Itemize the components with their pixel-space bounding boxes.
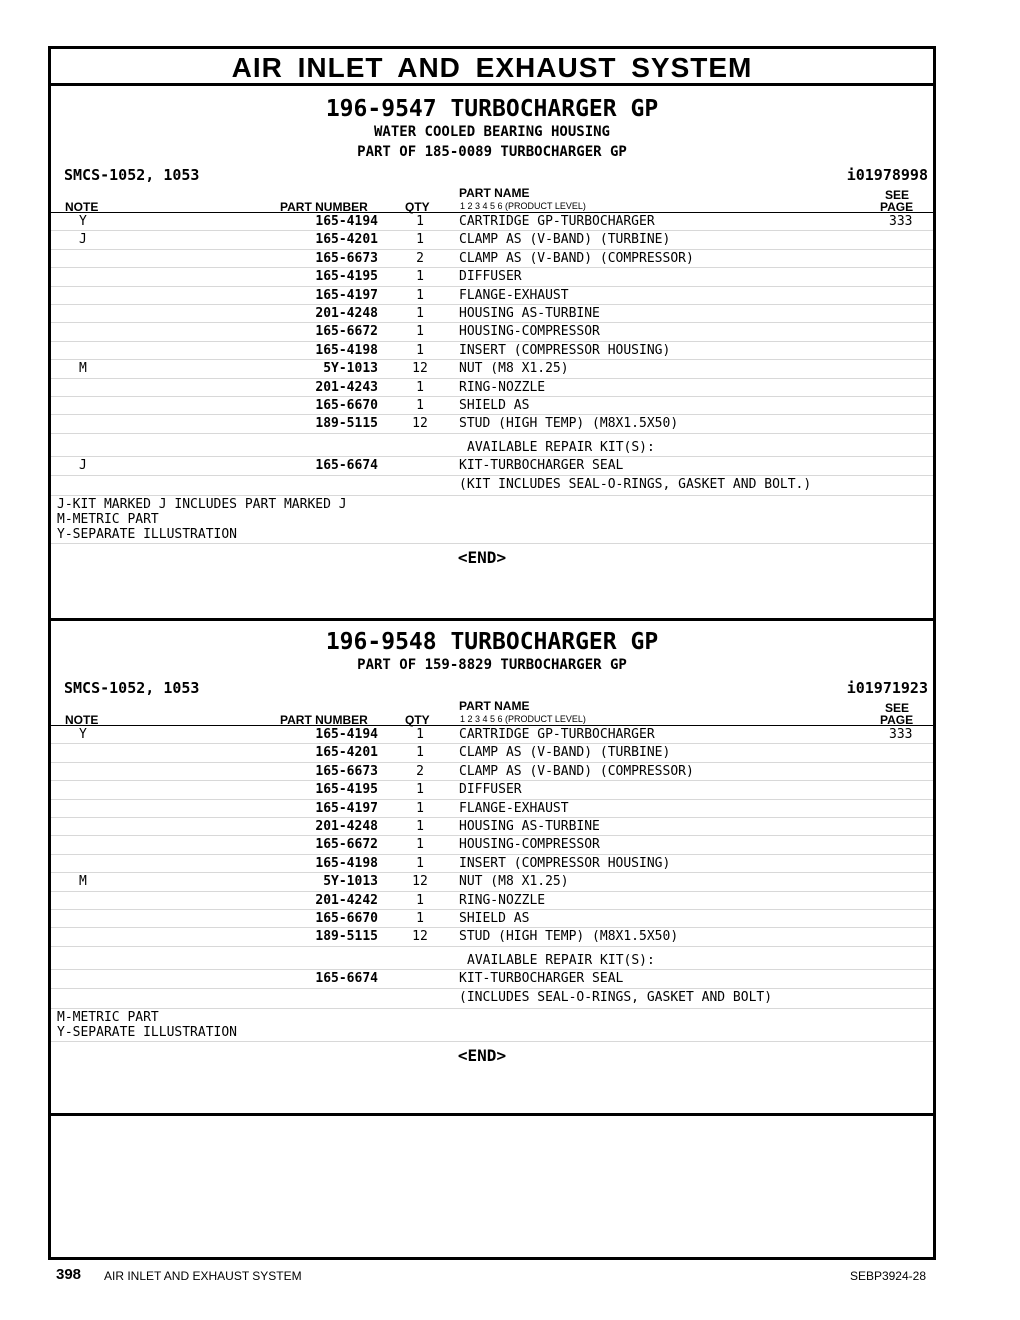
table-row: [51, 379, 933, 397]
qty-cell: 1: [416, 342, 424, 358]
qty-cell: 1: [416, 837, 424, 853]
smcs-code: SMCS-1052, 1053: [64, 166, 200, 184]
part-name-cell: DIFFUSER: [459, 269, 522, 285]
table-row: [51, 342, 933, 360]
part-number-cell: 165-6674: [315, 457, 378, 473]
notes-block: [51, 496, 933, 544]
see-page-cell: 333: [889, 214, 913, 229]
part-number-cell: 189-5115: [315, 929, 378, 945]
part-name-cell: NUT (M8 X1.25): [459, 874, 569, 890]
header-part-name: PART NAME: [459, 186, 530, 200]
header-qty: QTY: [405, 200, 430, 214]
header-part-number: PART NUMBER: [280, 713, 368, 727]
qty-cell: 1: [416, 818, 424, 834]
part-number-cell: 5Y-1013: [323, 361, 378, 377]
part-name-cell: KIT-TURBOCHARGER SEAL: [459, 970, 624, 986]
see-page-cell: 333: [889, 727, 913, 742]
table-row: [51, 476, 933, 496]
table-row: [51, 268, 933, 286]
part-name-cell: RING-NOZZLE: [459, 892, 546, 908]
qty-cell: 1: [416, 910, 424, 926]
part-name-cell: DIFFUSER: [459, 782, 522, 798]
section-196-9547: [51, 96, 933, 621]
note-cell: Y: [79, 214, 87, 229]
part-name-cell: CLAMP AS (V-BAND) (COMPRESSOR): [459, 250, 694, 266]
page-frame: [48, 46, 936, 1260]
table-row: [51, 457, 933, 477]
part-number-cell: 165-4197: [315, 287, 378, 303]
note-line: J-KIT MARKED J INCLUDES PART MARKED J: [57, 496, 347, 512]
qty-cell: 12: [412, 416, 428, 432]
table-row: [51, 836, 933, 854]
main-title: AIR INLET AND EXHAUST SYSTEM: [51, 49, 933, 86]
table-row: [51, 989, 933, 1009]
part-number-cell: 165-6674: [315, 970, 378, 986]
part-name-cell: FLANGE-EXHAUST: [459, 287, 569, 303]
qty-cell: 1: [416, 397, 424, 413]
kit-label-row: [51, 947, 933, 970]
header-see: SEE: [885, 188, 910, 202]
table-row: [51, 910, 933, 928]
table-row: [51, 726, 933, 744]
part-name-cell: INSERT (COMPRESSOR HOUSING): [459, 342, 671, 358]
part-name-cell: (KIT INCLUDES SEAL-O-RINGS, GASKET AND BOLT.): [459, 477, 812, 493]
part-number-cell: 165-4201: [315, 745, 378, 761]
qty-cell: 1: [416, 855, 424, 871]
part-number-cell: 165-6670: [315, 910, 378, 926]
header-note: NOTE: [65, 200, 99, 214]
part-number-cell: 201-4248: [315, 818, 378, 834]
footer-title: AIR INLET AND EXHAUST SYSTEM: [104, 1269, 302, 1283]
part-name-cell: CARTRIDGE GP-TURBOCHARGER: [459, 727, 655, 742]
part-number-cell: 165-6672: [315, 837, 378, 853]
part-name-cell: FLANGE-EXHAUST: [459, 800, 569, 816]
part-number-cell: 165-6672: [315, 324, 378, 340]
qty-cell: 12: [412, 929, 428, 945]
section-196-9548: [51, 629, 933, 1116]
qty-cell: 1: [416, 800, 424, 816]
part-name-cell: HOUSING-COMPRESSOR: [459, 837, 600, 853]
note-line: Y-SEPARATE ILLUSTRATION: [57, 526, 238, 542]
smcs-line: [51, 162, 933, 184]
header-product-level: 1 2 3 4 5 6 (PRODUCT LEVEL): [460, 201, 586, 211]
document-number: SEBP3924-28: [849, 1269, 926, 1283]
part-number-cell: 165-4198: [315, 342, 378, 358]
header-page: PAGE: [880, 713, 914, 727]
table-row: [51, 360, 933, 378]
note-cell: J: [79, 457, 87, 473]
part-number-cell: 201-4248: [315, 305, 378, 321]
qty-cell: 1: [416, 745, 424, 761]
note-cell: Y: [79, 727, 87, 742]
note-line: M-METRIC PART: [57, 511, 159, 527]
part-name-cell: HOUSING AS-TURBINE: [459, 818, 600, 834]
table-row: [51, 928, 933, 946]
table-row: [51, 873, 933, 891]
table-row: [51, 323, 933, 341]
header-page: PAGE: [880, 200, 914, 214]
illustration-id: i01978998: [846, 166, 928, 184]
smcs-line: [51, 675, 933, 697]
part-name-cell: SHIELD AS: [459, 910, 530, 926]
part-name-cell: (INCLUDES SEAL-O-RINGS, GASKET AND BOLT): [459, 990, 773, 1006]
table-row: [51, 231, 933, 249]
part-number-cell: 201-4242: [315, 892, 378, 908]
qty-cell: 2: [416, 763, 424, 779]
parts-list: [51, 726, 933, 947]
part-name-cell: NUT (M8 X1.25): [459, 361, 569, 377]
end-marker: [51, 1046, 933, 1065]
part-number-cell: 165-4194: [315, 214, 378, 229]
group-title: 196-9547 TURBOCHARGER GP: [325, 96, 659, 122]
part-number-cell: 165-4197: [315, 800, 378, 816]
header-part-name: PART NAME: [459, 699, 530, 713]
notes-block: [51, 1009, 933, 1042]
table-row: [51, 250, 933, 268]
qty-cell: 1: [416, 232, 424, 248]
qty-cell: 1: [416, 379, 424, 395]
part-number-cell: 165-6673: [315, 763, 378, 779]
part-name-cell: STUD (HIGH TEMP) (M8X1.5X50): [459, 929, 679, 945]
table-row: [51, 213, 933, 231]
part-number-cell: 165-4201: [315, 232, 378, 248]
part-name-cell: HOUSING-COMPRESSOR: [459, 324, 600, 340]
qty-cell: 1: [416, 324, 424, 340]
header-see: SEE: [885, 701, 910, 715]
kit-list: [51, 457, 933, 496]
part-name-cell: CARTRIDGE GP-TURBOCHARGER: [459, 214, 655, 229]
part-number-cell: 201-4243: [315, 379, 378, 395]
qty-cell: 12: [412, 361, 428, 377]
table-row: [51, 781, 933, 799]
kit-label: AVAILABLE REPAIR KIT(S):: [467, 952, 655, 968]
end-marker: [51, 548, 933, 567]
header-part-number: PART NUMBER: [280, 200, 368, 214]
qty-cell: 1: [416, 892, 424, 908]
page-footer: [56, 1266, 926, 1286]
table-row: [51, 744, 933, 762]
group-subtitle: PART OF 185-0089 TURBOCHARGER GP: [357, 144, 627, 160]
table-row: [51, 970, 933, 990]
table-header: [51, 184, 933, 213]
header-note: NOTE: [65, 713, 99, 727]
table-row: [51, 855, 933, 873]
part-name-cell: CLAMP AS (V-BAND) (TURBINE): [459, 745, 671, 761]
note-cell: M: [79, 361, 87, 377]
part-name-cell: CLAMP AS (V-BAND) (TURBINE): [459, 232, 671, 248]
table-row: [51, 892, 933, 910]
illustration-id: i01971923: [846, 679, 928, 697]
part-name-cell: HOUSING AS-TURBINE: [459, 305, 600, 321]
part-number-cell: 165-4195: [315, 269, 378, 285]
part-name-cell: RING-NOZZLE: [459, 379, 546, 395]
qty-cell: 1: [416, 287, 424, 303]
header-product-level: 1 2 3 4 5 6 (PRODUCT LEVEL): [460, 714, 586, 724]
part-name-cell: STUD (HIGH TEMP) (M8X1.5X50): [459, 416, 679, 432]
part-number-cell: 189-5115: [315, 416, 378, 432]
part-number-cell: 165-4198: [315, 855, 378, 871]
note-line: M-METRIC PART: [57, 1009, 159, 1025]
kit-list: [51, 970, 933, 1009]
group-subtitle: PART OF 159-8829 TURBOCHARGER GP: [357, 657, 627, 673]
part-name-cell: SHIELD AS: [459, 397, 530, 413]
part-name-cell: KIT-TURBOCHARGER SEAL: [459, 457, 624, 473]
part-number-cell: 165-4195: [315, 782, 378, 798]
smcs-code: SMCS-1052, 1053: [64, 679, 200, 697]
table-row: [51, 305, 933, 323]
end-text: <END>: [457, 1045, 507, 1065]
table-row: [51, 287, 933, 305]
part-number-cell: 165-6673: [315, 250, 378, 266]
table-row: [51, 818, 933, 836]
table-row: [51, 763, 933, 781]
qty-cell: 1: [416, 214, 424, 229]
parts-list: [51, 213, 933, 434]
part-number-cell: 165-6670: [315, 397, 378, 413]
note-line: Y-SEPARATE ILLUSTRATION: [57, 1024, 238, 1040]
part-name-cell: INSERT (COMPRESSOR HOUSING): [459, 855, 671, 871]
table-row: [51, 800, 933, 818]
qty-cell: 1: [416, 727, 424, 742]
part-number-cell: 5Y-1013: [323, 874, 378, 890]
qty-cell: 1: [416, 269, 424, 285]
part-number-cell: 165-4194: [315, 727, 378, 742]
header-qty: QTY: [405, 713, 430, 727]
qty-cell: 2: [416, 250, 424, 266]
part-name-cell: CLAMP AS (V-BAND) (COMPRESSOR): [459, 763, 694, 779]
note-cell: M: [79, 874, 87, 890]
kit-label: AVAILABLE REPAIR KIT(S):: [467, 439, 655, 455]
kit-label-row: [51, 434, 933, 457]
end-text: <END>: [457, 547, 507, 567]
table-row: [51, 397, 933, 415]
note-cell: J: [79, 232, 87, 248]
qty-cell: 1: [416, 305, 424, 321]
table-row: [51, 415, 933, 433]
qty-cell: 1: [416, 782, 424, 798]
group-subtitle: WATER COOLED BEARING HOUSING: [373, 124, 610, 140]
table-header: [51, 697, 933, 726]
qty-cell: 12: [412, 874, 428, 890]
group-title: 196-9548 TURBOCHARGER GP: [325, 629, 659, 655]
page-number: 398: [56, 1266, 82, 1283]
